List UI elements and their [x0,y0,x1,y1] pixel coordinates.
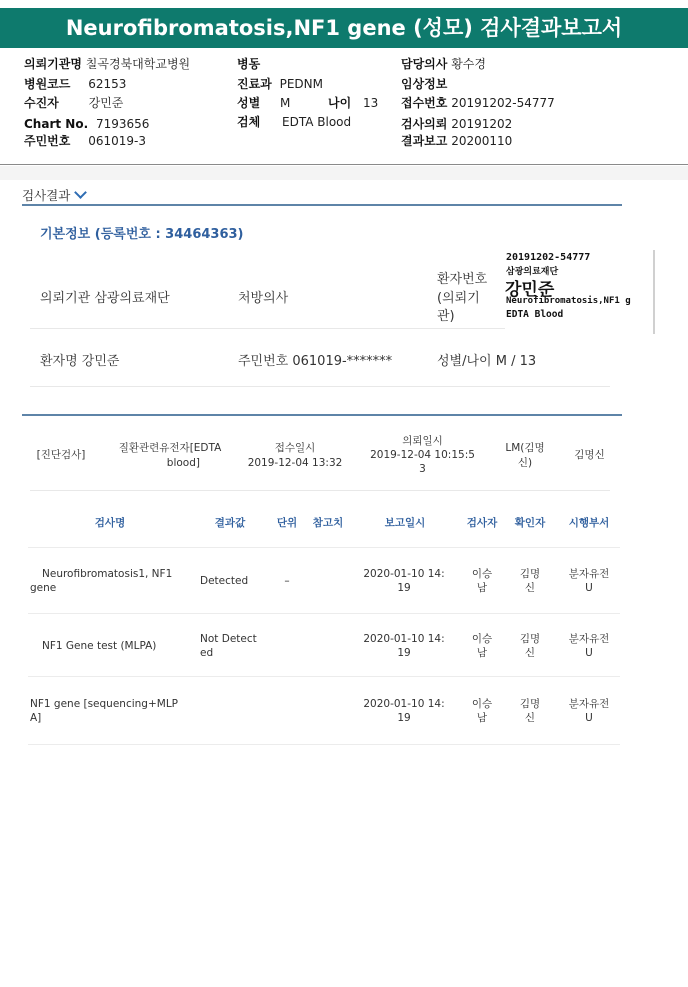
header-key: 병동 [237,57,261,71]
header-row-resident-no [24,134,146,148]
col-header-department: 시행부서 [568,517,610,529]
result-value: Not Detect [200,633,257,645]
row-divider [30,386,610,387]
section-divider [22,414,622,416]
header-key: 검사의뢰 [401,117,448,131]
gray-strip [0,166,688,180]
header-row-chart-no [24,117,149,131]
department: 분자유전 [568,698,610,710]
sticker-lab: 삼광의료재단 [506,267,559,277]
header-value: 강민준 [88,96,124,110]
row-divider [28,547,620,548]
test-name-cont: gene [30,582,57,594]
requested-datetime-cont: 3 [419,463,426,475]
requested-datetime: 2019-12-04 10:15:5 [370,449,475,461]
header-value: 13 [363,96,379,110]
patient-name-field: 환자명 강민준 [40,354,120,369]
row-divider [28,613,620,614]
chevron-down-icon [74,186,87,199]
section-divider [22,204,622,206]
department-cont: U [585,582,593,594]
header-row-age [328,96,378,110]
header-key: 수진자 [24,96,59,110]
order-test-line2: blood] [166,457,200,469]
sticker-edge [653,250,655,334]
header-divider [0,164,688,165]
patient-no-label-1: 환자번호 [437,272,488,287]
header-value: 20191202-54777 [451,96,555,110]
header-key: 접수번호 [401,96,448,110]
tester-cont: 남 [476,647,488,659]
header-value: 061019-3 [88,134,146,148]
header-row-report-date [401,134,512,148]
col-header-unit: 단위 [276,517,298,529]
requested-label: 의뢰일시 [402,435,443,447]
resident-no-field: 주민번호 061019-******* [238,354,393,369]
results-section-toggle[interactable] [22,186,85,204]
header-value: 7193656 [95,117,150,131]
tester-cont: 남 [476,582,488,594]
specimen-label-sticker [505,252,655,332]
header-row-patient [24,96,123,110]
header-key: Chart No. [24,117,89,131]
institution-field: 의뢰기관 삼광의료재단 [40,291,170,306]
header-key: 의뢰기관명 [24,57,82,71]
received-label: 접수일시 [274,442,316,454]
header-row-accession-no [401,96,555,110]
header-row-request-date [401,117,512,131]
header-value: 20200110 [451,134,513,148]
patient-no-label-2: (의뢰기 [437,291,480,306]
header-row-institution [24,57,190,71]
header-key: 검체 [237,115,261,129]
header-row-ward [237,57,260,71]
report-date-cont: 19 [397,647,411,659]
header-row-department [237,77,323,91]
header-row-sex [237,96,290,110]
header-value: EDTA Blood [282,115,352,129]
order-test-line1: 질환관련유전자[EDTA [118,442,222,454]
department-cont: U [585,712,593,724]
section-title: 검사결과 [22,188,71,203]
col-header-tester: 검사자 [466,517,498,529]
sticker-specimen: EDTA Blood [506,309,564,320]
header-key: 주민번호 [24,134,71,148]
basic-info-title: 기본정보 (등록번호 : 34464363) [40,227,244,242]
department-cont: U [585,647,593,659]
tester: 이승 [471,568,493,580]
header-row-doctor [401,57,486,71]
row-divider [30,490,610,491]
sticker-accession: 20191202-54777 [506,252,591,263]
header-key: 성별 [237,96,261,110]
department: 분자유전 [568,568,610,580]
test-name: NF1 Gene test (MLPA) [42,640,157,652]
result-value: Detected [200,575,249,587]
col-header-report-date: 보고일시 [384,517,426,529]
header-row-clinical-info [401,77,447,91]
checker-cont: 신 [524,647,536,659]
header-key: 진료과 [237,77,272,91]
sticker-test: Neurofibromatosis,NF1 g [506,296,631,306]
header-key: 담당의사 [401,57,448,71]
patient-no-label-3: 관) [437,309,455,324]
col-header-reference: 참고치 [312,517,344,529]
sticker-patient: 강민준 [505,280,555,300]
col-header-test-name: 검사명 [94,517,126,529]
report-date-cont: 19 [397,582,411,594]
checker-cont: 신 [524,712,536,724]
col-header-checker: 확인자 [514,517,546,529]
header-key: 나이 [328,96,352,110]
header-value: M [280,96,291,110]
unit: – [284,575,290,587]
header-key: 결과보고 [401,134,448,148]
header-row-hospital-code [24,77,126,91]
received-datetime: 2019-12-04 13:32 [247,457,343,469]
header-value: 황수경 [451,57,486,71]
checker: 김명 [519,698,541,710]
test-name: Neurofibromatosis1, NF1 [42,568,173,580]
row-divider [28,744,620,745]
header-value: 20191202 [451,117,513,131]
checker: 김명 [519,633,541,645]
test-name-cont: A] [30,712,42,724]
order-category: [진단검사] [36,449,86,461]
doctor-field: 처방의사 [238,291,289,306]
report-date: 2020-01-10 14: [363,568,445,580]
checker-cont: 신 [524,582,536,594]
lm-line1: LM(김명 [505,442,545,454]
header-key: 임상정보 [401,77,448,91]
department: 분자유전 [568,633,610,645]
lm-name: 김명신 [574,449,605,461]
report-date: 2020-01-10 14: [363,633,445,645]
row-divider [28,676,620,677]
header-key: 병원코드 [24,77,71,91]
checker: 김명 [519,568,541,580]
header-row-specimen [237,115,351,129]
header-value: 칠곡경북대학교병원 [85,57,191,71]
report-title: Neurofibromatosis,NF1 gene (성모) 검사결과보고서 [0,8,688,48]
sex-age-field: 성별/나이 M / 13 [437,354,537,369]
tester: 이승 [471,698,493,710]
col-header-value: 결과값 [214,517,246,529]
result-value-cont: ed [200,647,214,659]
report-date-cont: 19 [397,712,411,724]
report-date: 2020-01-10 14: [363,698,445,710]
tester: 이승 [471,633,493,645]
header-value: 62153 [88,77,127,91]
tester-cont: 남 [476,712,488,724]
header-value: PEDNM [279,77,323,91]
lm-line2: 신) [517,457,533,469]
test-name: NF1 gene [sequencing+MLP [30,698,178,710]
